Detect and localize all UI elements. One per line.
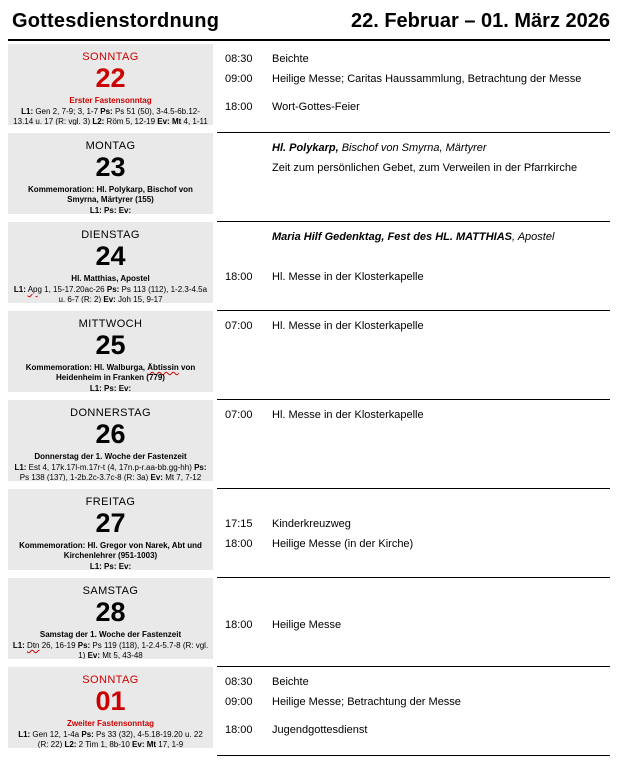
day-name: DONNERSTAG [70, 407, 151, 419]
day-cell [8, 222, 213, 303]
day-cell [8, 133, 213, 214]
day-row-25 [0, 311, 618, 400]
feast-heading: Maria Hilf Gedenktag, Fest des HL. MATTHIAS, Apostel [272, 231, 555, 243]
event-line [225, 267, 608, 287]
day-number: 24 [95, 241, 126, 271]
event-time: 18:00 [225, 101, 253, 113]
event-description: Wort-Gottes-Feier [272, 101, 360, 113]
day-row-27 [0, 489, 618, 578]
day-readings: L1: Dtn 26, 16-19 Ps: Ps 119 (118), 1-2.4-5.7-8 (R: vgl. 1) Ev: Mt 5, 43-48 [12, 641, 209, 659]
day-readings: L1: Ps: Ev: [89, 562, 132, 570]
day-name: FREITAG [85, 496, 136, 508]
day-events [217, 311, 610, 400]
day-events [217, 578, 610, 667]
day-number: 28 [95, 597, 126, 627]
event-description: Heilige Messe; Caritas Haussammlung, Betrachtung der Messe [272, 73, 582, 85]
event-line [225, 720, 608, 740]
day-cell [8, 311, 213, 392]
day-row-22 [0, 44, 618, 133]
day-events [217, 133, 610, 222]
event-time: 17:15 [225, 518, 253, 530]
day-row-24 [0, 222, 618, 311]
event-line [225, 615, 608, 635]
day-cell [8, 578, 213, 659]
day-events [217, 400, 610, 489]
event-time: 08:30 [225, 53, 253, 65]
day-number: 26 [95, 419, 126, 449]
day-name: SONNTAG [82, 674, 139, 686]
event-time: 18:00 [225, 538, 253, 550]
day-cell [8, 489, 213, 570]
event-description: Heilige Messe [272, 619, 342, 631]
day-events [217, 667, 610, 756]
day-number: 22 [95, 63, 126, 93]
document-header [0, 0, 618, 37]
day-subtitle: Donnerstag der 1. Woche der Fastenzeit [34, 452, 187, 461]
day-readings: L1: Apg 1, 15-17.20ac-26 Ps: Ps 113 (112), 1-2.3-4.5a u. 6-7 (R: 2) Ev: Joh 15, 9-17 [13, 285, 208, 303]
event-description: Kinderkreuzweg [272, 518, 351, 530]
day-number: 01 [95, 686, 126, 716]
day-readings: L1: Gen 2, 7-9; 3, 1-7 Ps: Ps 51 (50), 3-4.5-6b.12-13.14 u. 17 (R: vgl. 3) L2: Röm 5, 12-19 Ev: Mt 4, 1-11 [13, 107, 208, 125]
event-description: Hl. Messe in der Klosterkapelle [272, 409, 424, 421]
event-line [225, 534, 608, 554]
day-events [217, 489, 610, 578]
event-line [225, 672, 608, 692]
day-subtitle: Samstag der 1. Woche der Fastenzeit [39, 630, 182, 639]
header-rule [8, 39, 610, 41]
schedule-table [0, 44, 618, 756]
day-name: DIENSTAG [81, 229, 140, 241]
event-description: Jugendgottesdienst [272, 724, 368, 736]
event-description: Hl. Messe in der Klosterkapelle [272, 271, 424, 283]
day-events [217, 222, 610, 311]
event-description: Beichte [272, 676, 309, 688]
event-time: 07:00 [225, 409, 253, 421]
event-line [225, 97, 608, 117]
event-line [225, 405, 608, 425]
day-subtitle: Kommemoration: Hl. Walburga, Äbtissin von Heidenheim in Franken (779) [25, 363, 196, 382]
event-time: 08:30 [225, 676, 253, 688]
day-number: 27 [95, 508, 126, 538]
event-description: Heilige Messe (in der Kirche) [272, 538, 414, 550]
day-row-01 [0, 667, 618, 756]
event-line [225, 692, 608, 712]
event-line [225, 316, 608, 336]
day-subtitle: Kommemoration: Hl. Gregor von Narek, Abt und Kirchenlehrer (951-1003) [19, 541, 202, 560]
event-time: 07:00 [225, 320, 253, 332]
event-time: 09:00 [225, 73, 253, 85]
day-subtitle: Hl. Matthias, Apostel [71, 274, 150, 283]
event-line [225, 49, 608, 69]
day-cell [8, 400, 213, 481]
day-readings: L1: Ps: Ev: [89, 384, 132, 392]
event-time: 18:00 [225, 619, 253, 631]
day-readings: L1: Ps: Ev: [89, 206, 132, 214]
day-readings: L1: Gen 12, 1-4a Ps: Ps 33 (32), 4-5.18-19.20 u. 22 (R: 22) L2: 2 Tim 1, 8b-10 Ev: Mt 17, 1-9 [18, 730, 203, 748]
feast-heading: Zeit zum persönlichen Gebet, zum Verweilen in der Pfarrkirche [272, 162, 578, 174]
day-row-26 [0, 400, 618, 489]
date-range: 22. Februar – 01. März 2026 [350, 10, 610, 32]
day-events [217, 44, 610, 133]
event-description: Beichte [272, 53, 309, 65]
event-time: 18:00 [225, 724, 253, 736]
day-number: 25 [95, 330, 126, 360]
page-title: Gottesdienstordnung [12, 10, 220, 32]
event-line [225, 514, 608, 534]
day-cell [8, 667, 213, 748]
day-name: SONNTAG [82, 51, 139, 63]
day-name: MITTWOCH [78, 318, 143, 330]
event-line [225, 69, 608, 89]
feast-heading: Hl. Polykarp, Bischof von Smyrna, Märtyrer [272, 142, 487, 154]
day-row-23 [0, 133, 618, 222]
day-subtitle: Erster Fastensonntag [69, 96, 152, 105]
day-subtitle: Kommemoration: Hl. Polykarp, Bischof von Smyrna, Märtyrer (155) [28, 185, 193, 204]
day-row-28 [0, 578, 618, 667]
event-time: 09:00 [225, 696, 253, 708]
event-description: Heilige Messe; Betrachtung der Messe [272, 696, 461, 708]
day-subtitle: Zweiter Fastensonntag [66, 719, 155, 728]
event-description: Hl. Messe in der Klosterkapelle [272, 320, 424, 332]
day-name: SAMSTAG [82, 585, 139, 597]
day-number: 23 [95, 152, 126, 182]
event-time: 18:00 [225, 271, 253, 283]
day-name: MONTAG [85, 140, 136, 152]
day-readings: L1: Est 4, 17k.17l-m.17r-t (4, 17n.p-r.aa-bb.gg-hh) Ps: Ps 138 (137), 1-2b.2c-3.7c-8 (R: 3a) Ev: Mt 7, 7-12 [14, 463, 207, 481]
day-cell [8, 44, 213, 125]
